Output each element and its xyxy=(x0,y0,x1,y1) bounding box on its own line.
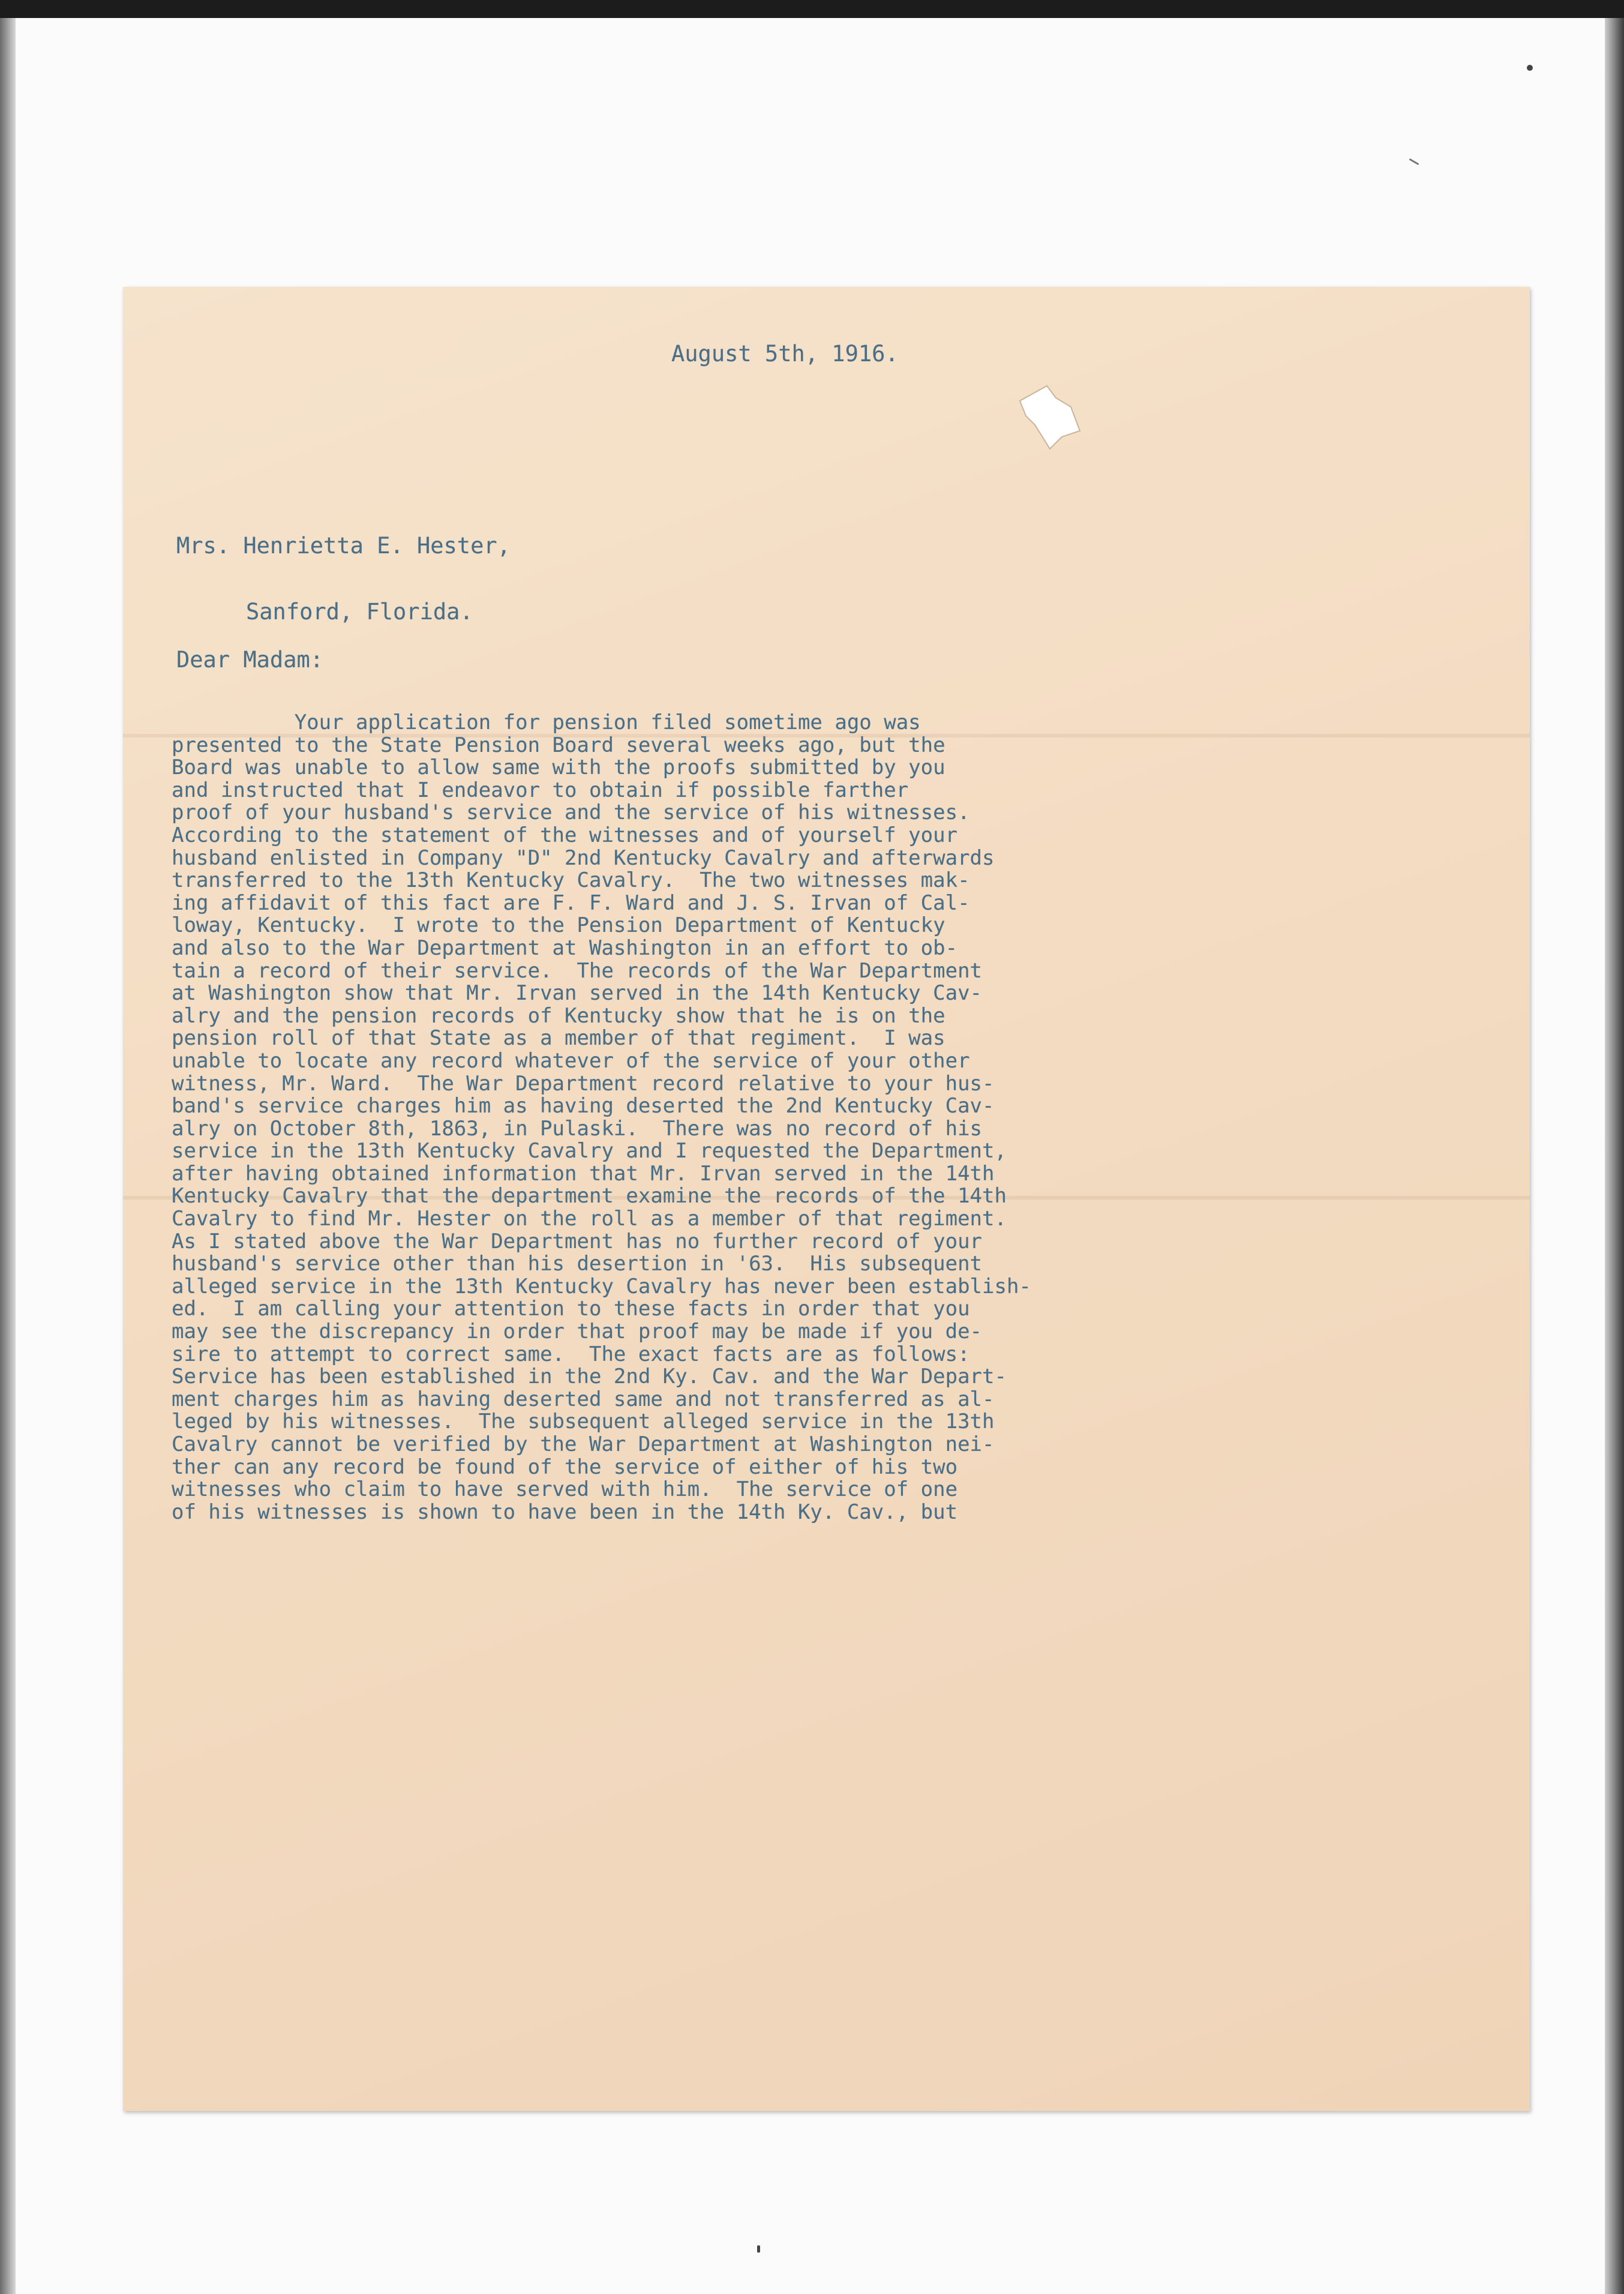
body-line: ment charges him as having deserted same and not transferred as al- xyxy=(172,1387,995,1411)
letter-body xyxy=(172,712,1323,1524)
body-line: at Washington show that Mr. Irvan served in the 14th Kentucky Cav- xyxy=(172,981,983,1006)
scanner-top-edge xyxy=(0,0,1624,18)
body-line: and also to the War Department at Washington in an effort to ob- xyxy=(172,935,958,960)
body-line: alry and the pension records of Kentucky show that he is on the xyxy=(172,1003,945,1028)
body-line: witness, Mr. Ward. The War Department record relative to your hus- xyxy=(172,1071,995,1096)
body-line: Your application for pension filed sometime ago was xyxy=(172,710,921,734)
body-line: Board was unable to allow same with the proofs submitted by you xyxy=(172,755,945,780)
body-line: Kentucky Cavalry that the department examine the records of the 14th xyxy=(172,1184,1007,1209)
body-line: sire to attempt to correct same. The exact facts are as follows: xyxy=(172,1342,970,1366)
addressee-name: Mrs. Henrietta E. Hester, xyxy=(176,533,511,559)
body-line: loway, Kentucky. I wrote to the Pension Department of Kentucky xyxy=(172,913,945,938)
body-line: husband's service other than his desertion in '63. His subsequent xyxy=(172,1252,983,1276)
dust-speck xyxy=(1527,65,1533,71)
body-line: ed. I am calling your attention to these facts in order that you xyxy=(172,1297,970,1321)
body-line: transferred to the 13th Kentucky Cavalry. The two witnesses mak- xyxy=(172,868,970,893)
scanner-left-edge xyxy=(0,18,16,2294)
body-line: service in the 13th Kentucky Cavalry and I requested the Department, xyxy=(172,1139,1007,1164)
salutation: Dear Madam: xyxy=(176,647,324,673)
body-line: proof of your husband's service and the service of his witnesses. xyxy=(172,800,970,825)
body-line: after having obtained information that Mr. Irvan served in the 14th xyxy=(172,1161,995,1186)
body-line: presented to the State Pension Board several weeks ago, but the xyxy=(172,733,945,757)
body-line: may see the discrepancy in order that proof may be made if you de- xyxy=(172,1320,983,1344)
body-line: pension roll of that State as a member of that regiment. I was xyxy=(172,1026,945,1051)
scanner-right-edge xyxy=(1605,18,1624,2294)
body-line: husband enlisted in Company "D" 2nd Kentucky Cavalry and afterwards xyxy=(172,845,995,870)
body-line: leged by his witnesses. The subsequent alleged service in the 13th xyxy=(172,1410,995,1434)
body-line: As I stated above the War Department has no further record of your xyxy=(172,1229,983,1254)
dust-speck xyxy=(757,2245,760,2253)
body-line: band's service charges him as having deserted the 2nd Kentucky Cav- xyxy=(172,1094,995,1118)
addressee-location: Sanford, Florida. xyxy=(246,599,473,625)
body-line: Service has been established in the 2nd Ky. Cav. and the War Depart- xyxy=(172,1365,1007,1389)
body-line: alry on October 8th, 1863, in Pulaski. There was no record of his xyxy=(172,1116,983,1141)
body-line: According to the statement of the witnesses and of yourself your xyxy=(172,823,958,847)
body-line: Cavalry to find Mr. Hester on the roll as a member of that regiment. xyxy=(172,1207,1007,1231)
body-line: Cavalry cannot be verified by the War Department at Washington nei- xyxy=(172,1432,995,1456)
body-line: witnesses who claim to have served with him. The service of one xyxy=(172,1477,958,1502)
body-line: ing affidavit of this fact are F. F. Ward and J. S. Irvan of Cal- xyxy=(172,890,970,915)
body-line: alleged service in the 13th Kentucky Cavalry has never been establish- xyxy=(172,1274,1031,1299)
body-line: ther can any record be found of the service of either of his two xyxy=(172,1455,958,1479)
body-line: tain a record of their service. The records of the War Department xyxy=(172,958,983,983)
letter-date: August 5th, 1916. xyxy=(671,341,899,367)
body-line: unable to locate any record whatever of the service of your other xyxy=(172,1048,970,1073)
body-line: of his witnesses is shown to have been in the 14th Ky. Cav., but xyxy=(172,1500,958,1524)
body-line: and instructed that I endeavor to obtain if possible farther xyxy=(172,778,909,802)
